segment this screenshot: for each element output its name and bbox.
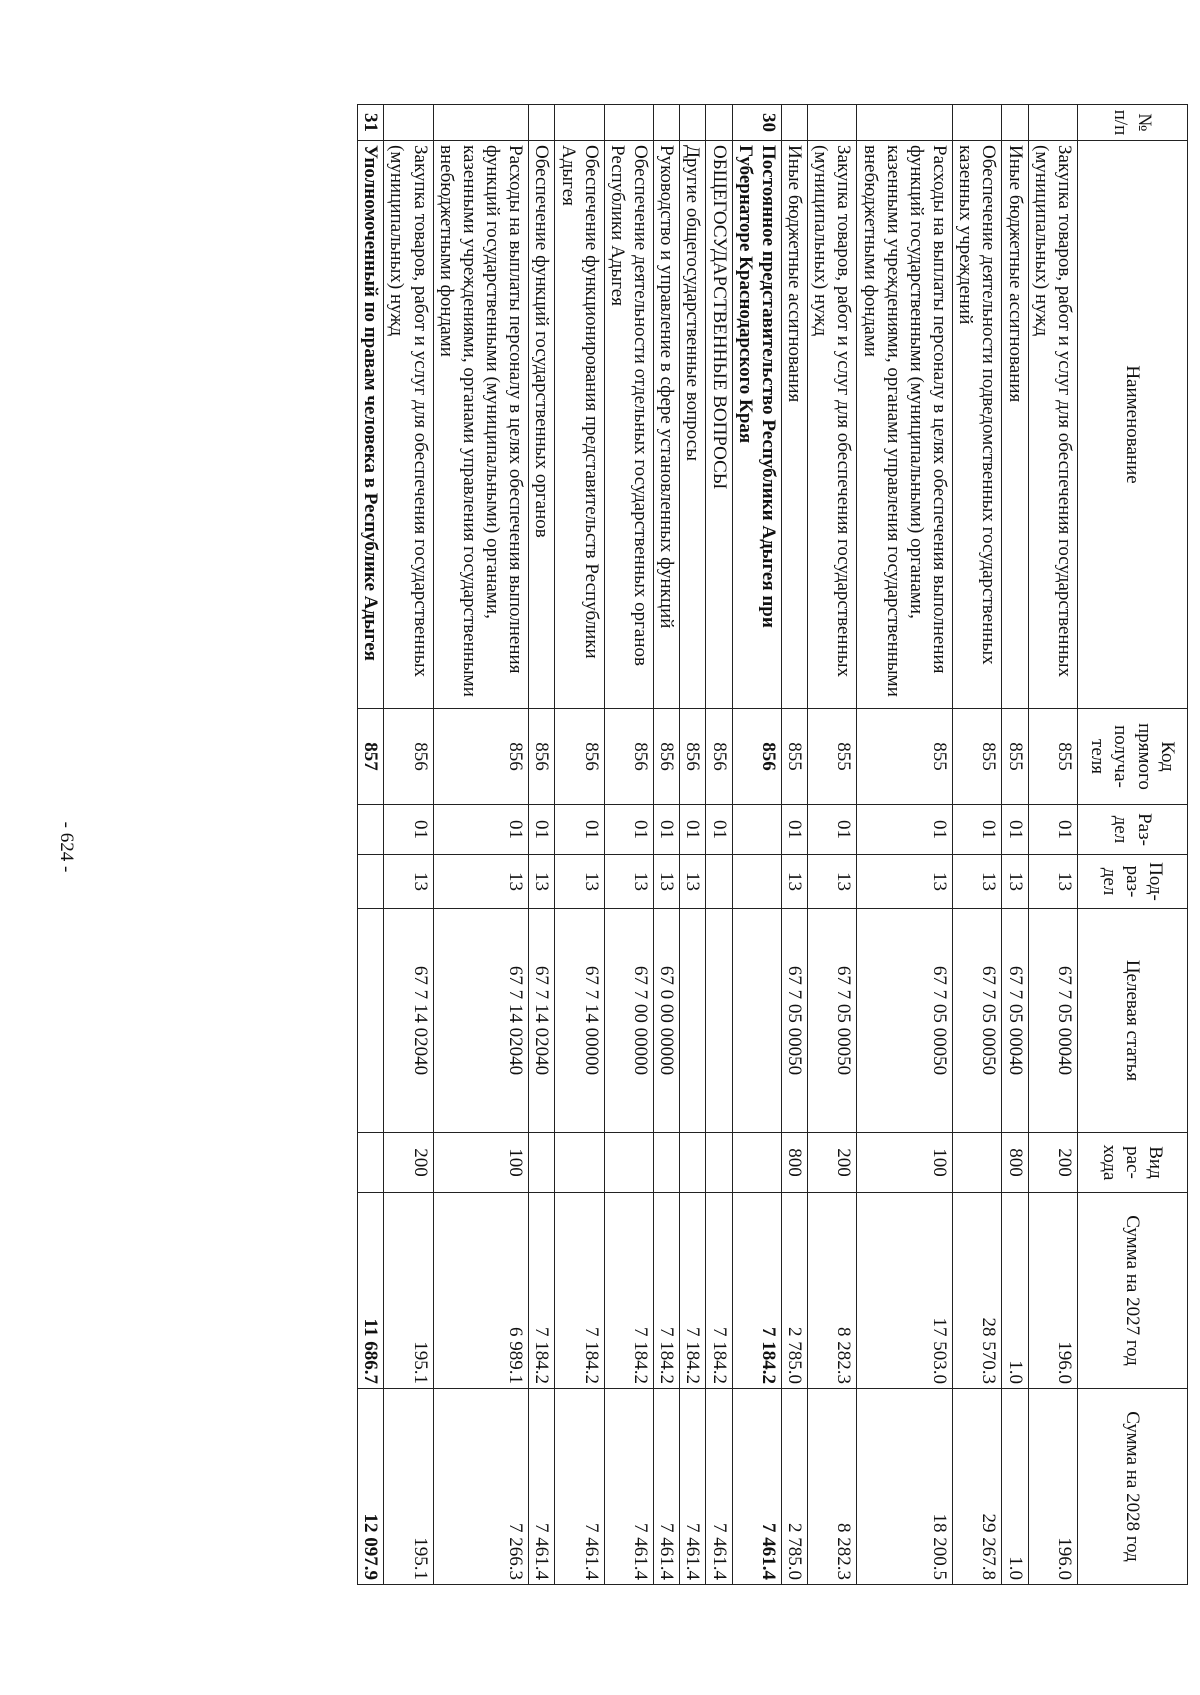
cell-section: 01	[604, 805, 653, 855]
cell-sum2027: 7 184.2	[680, 1193, 706, 1389]
table-header-row	[1078, 105, 1188, 1585]
cell-subsection: 13	[857, 855, 953, 909]
cell-sum2027: 196.0	[1028, 1193, 1077, 1389]
header-expense: Вид рас-хода	[1078, 1133, 1188, 1193]
cell-subsection: 13	[555, 855, 604, 909]
cell-subsection: 13	[781, 855, 807, 909]
table-row	[358, 105, 384, 1585]
cell-sum2027: 7 184.2	[529, 1193, 555, 1389]
cell-section: 01	[706, 805, 732, 855]
cell-name: Другие общегосударственные вопросы	[680, 141, 706, 709]
cell-name: Расходы на выплаты персоналу в целях обеспечения выполнения функций государственными (муниципальными) органами, казенными учреждениями, органами управления государственными внебюджетными фондами	[857, 141, 953, 709]
cell-section: 01	[1028, 805, 1077, 855]
cell-no	[706, 105, 732, 141]
cell-expense: 200	[384, 1133, 433, 1193]
cell-target: 67 0 00 00000	[654, 909, 680, 1133]
cell-section: 01	[555, 805, 604, 855]
cell-recipient: 856	[654, 709, 680, 805]
cell-target: 67 7 05 00050	[781, 909, 807, 1133]
cell-sum2028: 7 461.4	[732, 1389, 781, 1585]
cell-name: Иные бюджетные ассигнования	[1002, 141, 1028, 709]
cell-name: Обеспечение функций государственных органов	[529, 141, 555, 709]
cell-sum2027: 8 282.3	[808, 1193, 857, 1389]
cell-name: Расходы на выплаты персоналу в целях обеспечения выполнения функций государственными (муниципальными) органами, казенными учреждениями, органами управления государственными внебюджетными фондами	[433, 141, 529, 709]
cell-no: 31	[358, 105, 384, 141]
table-row	[1002, 105, 1028, 1585]
cell-target: 67 7 14 02040	[384, 909, 433, 1133]
cell-target	[706, 909, 732, 1133]
cell-sum2028: 7 461.4	[680, 1389, 706, 1585]
cell-expense	[358, 1133, 384, 1193]
cell-recipient: 856	[732, 709, 781, 805]
table-row	[384, 105, 433, 1585]
cell-recipient: 855	[781, 709, 807, 805]
cell-sum2027: 7 184.2	[555, 1193, 604, 1389]
cell-section	[732, 805, 781, 855]
cell-sum2028: 195.1	[384, 1389, 433, 1585]
table-row	[433, 105, 529, 1585]
table-row	[680, 105, 706, 1585]
cell-section: 01	[680, 805, 706, 855]
cell-sum2028: 7 266.3	[433, 1389, 529, 1585]
cell-recipient: 856	[529, 709, 555, 805]
table-row	[654, 105, 680, 1585]
cell-no	[1002, 105, 1028, 141]
cell-sum2028: 7 461.4	[654, 1389, 680, 1585]
table-body	[358, 105, 1078, 1585]
header-sum2028: Сумма на 2028 год	[1078, 1389, 1188, 1585]
cell-section: 01	[953, 805, 1002, 855]
cell-name: ОБЩЕГОСУДАРСТВЕННЫЕ ВОПРОСЫ	[706, 141, 732, 709]
budget-table	[357, 104, 1188, 1585]
cell-recipient: 855	[857, 709, 953, 805]
cell-no	[857, 105, 953, 141]
cell-target: 67 7 05 00050	[857, 909, 953, 1133]
table-rotated-container	[112, 104, 1188, 1584]
header-sum2027: Сумма на 2027 год	[1078, 1193, 1188, 1389]
cell-name: Постоянное представительство Республики Адыгея при Губернаторе Краснодарского Края	[732, 141, 781, 709]
cell-recipient: 855	[1028, 709, 1077, 805]
cell-sum2027: 195.1	[384, 1193, 433, 1389]
cell-sum2028: 12 097.9	[358, 1389, 384, 1585]
table-row	[732, 105, 781, 1585]
header-recipient: Код прямого получа-теля	[1078, 709, 1188, 805]
cell-no	[1028, 105, 1077, 141]
cell-section: 01	[1002, 805, 1028, 855]
cell-expense	[706, 1133, 732, 1193]
cell-sum2028: 8 282.3	[808, 1389, 857, 1585]
header-name: Наименование	[1078, 141, 1188, 709]
cell-sum2027: 2 785.0	[781, 1193, 807, 1389]
table-row	[1028, 105, 1077, 1585]
cell-sum2028: 196.0	[1028, 1389, 1077, 1585]
cell-expense	[529, 1133, 555, 1193]
cell-expense: 100	[857, 1133, 953, 1193]
cell-sum2027: 11 686.7	[358, 1193, 384, 1389]
cell-name: Иные бюджетные ассигнования	[781, 141, 807, 709]
cell-recipient: 856	[384, 709, 433, 805]
cell-expense	[654, 1133, 680, 1193]
header-section: Раз-дел	[1078, 805, 1188, 855]
cell-target	[680, 909, 706, 1133]
cell-no: 30	[732, 105, 781, 141]
cell-target	[732, 909, 781, 1133]
cell-recipient: 857	[358, 709, 384, 805]
table-row	[555, 105, 604, 1585]
cell-name: Закупка товаров, работ и услуг для обеспечения государственных (муниципальных) нужд	[808, 141, 857, 709]
cell-target: 67 7 05 00040	[1002, 909, 1028, 1133]
cell-target	[358, 909, 384, 1133]
cell-no	[953, 105, 1002, 141]
header-subsection: Под-раз-дел	[1078, 855, 1188, 909]
cell-sum2028: 1.0	[1002, 1389, 1028, 1585]
cell-target: 67 7 05 00040	[1028, 909, 1077, 1133]
cell-expense	[953, 1133, 1002, 1193]
cell-sum2027: 6 989.1	[433, 1193, 529, 1389]
cell-name: Уполномоченный по правам человека в Республике Адыгея	[358, 141, 384, 709]
cell-subsection	[358, 855, 384, 909]
cell-expense	[680, 1133, 706, 1193]
cell-recipient: 855	[808, 709, 857, 805]
cell-recipient: 856	[433, 709, 529, 805]
cell-sum2028: 7 461.4	[706, 1389, 732, 1585]
table-row	[604, 105, 653, 1585]
cell-expense	[604, 1133, 653, 1193]
cell-no	[433, 105, 529, 141]
cell-section: 01	[781, 805, 807, 855]
cell-subsection: 13	[529, 855, 555, 909]
table-row	[953, 105, 1002, 1585]
cell-sum2027: 28 570.3	[953, 1193, 1002, 1389]
cell-recipient: 856	[706, 709, 732, 805]
table-row	[706, 105, 732, 1585]
cell-sum2028: 7 461.4	[529, 1389, 555, 1585]
page-number: - 624 -	[56, 821, 77, 873]
cell-sum2027: 7 184.2	[654, 1193, 680, 1389]
cell-target: 67 7 00 00000	[604, 909, 653, 1133]
cell-no	[555, 105, 604, 141]
cell-subsection: 13	[604, 855, 653, 909]
cell-target: 67 7 05 00050	[808, 909, 857, 1133]
cell-expense	[732, 1133, 781, 1193]
cell-subsection: 13	[433, 855, 529, 909]
cell-no	[604, 105, 653, 141]
table-row	[808, 105, 857, 1585]
cell-sum2028: 7 461.4	[604, 1389, 653, 1585]
header-target: Целевая статья	[1078, 909, 1188, 1133]
cell-expense: 800	[1002, 1133, 1028, 1193]
cell-subsection: 13	[384, 855, 433, 909]
cell-subsection	[706, 855, 732, 909]
cell-name: Обеспечение деятельности подведомственных государственных казенных учреждений	[953, 141, 1002, 709]
cell-subsection: 13	[1002, 855, 1028, 909]
cell-target: 67 7 05 00050	[953, 909, 1002, 1133]
cell-subsection	[732, 855, 781, 909]
table-row	[529, 105, 555, 1585]
cell-section: 01	[384, 805, 433, 855]
cell-recipient: 855	[953, 709, 1002, 805]
cell-sum2028: 2 785.0	[781, 1389, 807, 1585]
cell-name: Закупка товаров, работ и услуг для обеспечения государственных (муниципальных) нужд	[384, 141, 433, 709]
cell-target: 67 7 14 02040	[529, 909, 555, 1133]
cell-recipient: 855	[1002, 709, 1028, 805]
cell-sum2028: 7 461.4	[555, 1389, 604, 1585]
cell-expense: 100	[433, 1133, 529, 1193]
cell-sum2027: 7 184.2	[732, 1193, 781, 1389]
cell-expense	[555, 1133, 604, 1193]
cell-no	[808, 105, 857, 141]
cell-subsection: 13	[680, 855, 706, 909]
cell-subsection: 13	[1028, 855, 1077, 909]
cell-subsection: 13	[808, 855, 857, 909]
cell-section: 01	[529, 805, 555, 855]
header-no: № п/п	[1078, 105, 1188, 141]
cell-section: 01	[654, 805, 680, 855]
cell-expense: 200	[1028, 1133, 1077, 1193]
cell-section: 01	[433, 805, 529, 855]
cell-recipient: 856	[604, 709, 653, 805]
cell-name: Обеспечение деятельности отдельных государственных органов Республики Адыгея	[604, 141, 653, 709]
cell-no	[384, 105, 433, 141]
cell-name: Руководство и управление в сфере установленных функций	[654, 141, 680, 709]
cell-sum2027: 1.0	[1002, 1193, 1028, 1389]
cell-no	[680, 105, 706, 141]
cell-recipient: 856	[555, 709, 604, 805]
cell-name: Обеспечение функционирования представительств Республики Адыгея	[555, 141, 604, 709]
cell-section: 01	[808, 805, 857, 855]
cell-sum2027: 7 184.2	[706, 1193, 732, 1389]
cell-target: 67 7 14 02040	[433, 909, 529, 1133]
cell-no	[529, 105, 555, 141]
cell-sum2027: 7 184.2	[604, 1193, 653, 1389]
cell-no	[781, 105, 807, 141]
cell-name: Закупка товаров, работ и услуг для обеспечения государственных (муниципальных) нужд	[1028, 141, 1077, 709]
cell-expense: 800	[781, 1133, 807, 1193]
table-row	[857, 105, 953, 1585]
cell-section	[358, 805, 384, 855]
cell-sum2028: 29 267.8	[953, 1389, 1002, 1585]
cell-target: 67 7 14 00000	[555, 909, 604, 1133]
cell-expense: 200	[808, 1133, 857, 1193]
cell-sum2028: 18 200.5	[857, 1389, 953, 1585]
cell-no	[654, 105, 680, 141]
cell-recipient: 856	[680, 709, 706, 805]
cell-subsection: 13	[953, 855, 1002, 909]
cell-sum2027: 17 503.0	[857, 1193, 953, 1389]
cell-section: 01	[857, 805, 953, 855]
table-row	[781, 105, 807, 1585]
cell-subsection: 13	[654, 855, 680, 909]
